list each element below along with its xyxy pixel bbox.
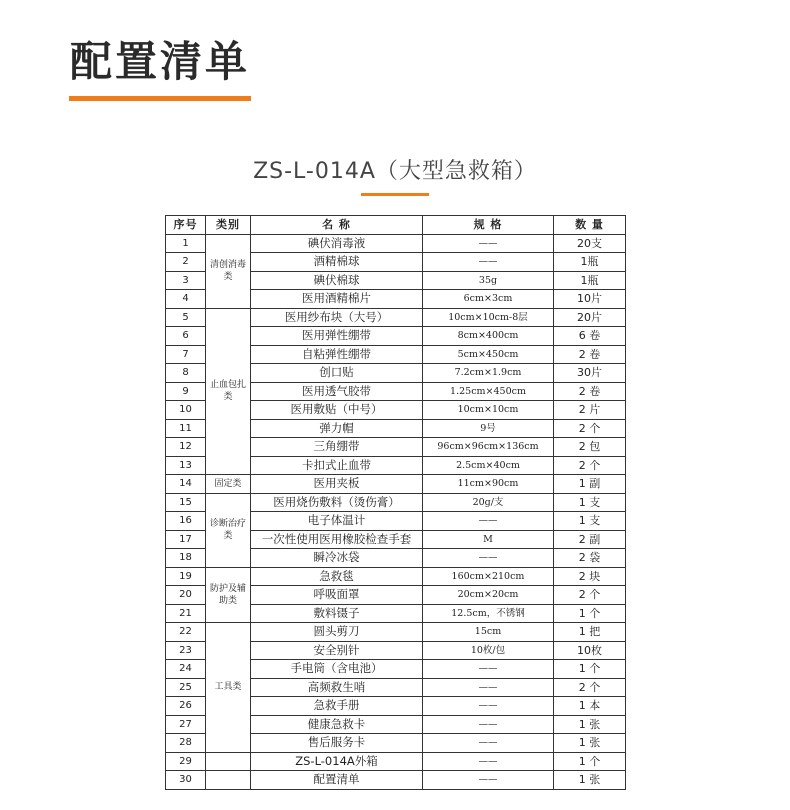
item-spec: 160cm×210cm — [423, 567, 554, 586]
item-quantity: 1 本 — [554, 697, 626, 716]
header-no: 序号 — [166, 216, 206, 235]
table-row — [166, 308, 626, 327]
row-number: 27 — [166, 715, 206, 734]
item-quantity: 1 支 — [554, 493, 626, 512]
item-spec: 20cm×20cm — [423, 586, 554, 605]
item-quantity: 2 片 — [554, 401, 626, 420]
item-quantity: 1 张 — [554, 715, 626, 734]
item-quantity: 2 块 — [554, 567, 626, 586]
row-number: 12 — [166, 438, 206, 457]
item-quantity: 1瓶 — [554, 253, 626, 272]
item-spec: —— — [423, 771, 554, 790]
row-number: 15 — [166, 493, 206, 512]
item-spec: 10cm×10cm — [423, 401, 554, 420]
row-number: 10 — [166, 401, 206, 420]
item-name: 售后服务卡 — [251, 734, 423, 753]
row-number: 5 — [166, 308, 206, 327]
item-spec: M — [423, 530, 554, 549]
category-cell: 防护及辅助类 — [206, 567, 251, 623]
row-number: 13 — [166, 456, 206, 475]
item-name: 安全别针 — [251, 641, 423, 660]
row-number: 23 — [166, 641, 206, 660]
item-name: 碘伏棉球 — [251, 271, 423, 290]
item-name: 急救毯 — [251, 567, 423, 586]
row-number: 20 — [166, 586, 206, 605]
item-name: 医用弹性绷带 — [251, 327, 423, 346]
item-name: 医用敷贴（中号） — [251, 401, 423, 420]
item-name: 高频救生哨 — [251, 678, 423, 697]
item-quantity: 20支 — [554, 234, 626, 253]
item-spec: 96cm×96cm×136cm — [423, 438, 554, 457]
item-name: 酒精棉球 — [251, 253, 423, 272]
item-quantity: 1 张 — [554, 734, 626, 753]
item-name: 瞬冷冰袋 — [251, 549, 423, 568]
item-quantity: 2 个 — [554, 419, 626, 438]
item-spec: 7.2cm×1.9cm — [423, 364, 554, 383]
item-quantity: 1 副 — [554, 475, 626, 494]
table-row — [166, 475, 626, 494]
item-name: 配置清单 — [251, 771, 423, 790]
table-row — [166, 771, 626, 790]
item-spec: 8cm×400cm — [423, 327, 554, 346]
row-number: 4 — [166, 290, 206, 309]
item-name: 卡扣式止血带 — [251, 456, 423, 475]
title-underline — [69, 96, 251, 101]
item-spec: 10cm×10cm-8层 — [423, 308, 554, 327]
item-spec: —— — [423, 253, 554, 272]
item-spec: —— — [423, 697, 554, 716]
row-number: 2 — [166, 253, 206, 272]
row-number: 8 — [166, 364, 206, 383]
row-number: 18 — [166, 549, 206, 568]
row-number: 24 — [166, 660, 206, 679]
row-number: 25 — [166, 678, 206, 697]
item-quantity: 10片 — [554, 290, 626, 309]
row-number: 30 — [166, 771, 206, 790]
item-quantity: 1 张 — [554, 771, 626, 790]
row-number: 21 — [166, 604, 206, 623]
item-quantity: 2 卷 — [554, 382, 626, 401]
table-body — [166, 234, 626, 789]
item-spec: —— — [423, 752, 554, 771]
table-row — [166, 493, 626, 512]
item-name: 三角绷带 — [251, 438, 423, 457]
row-number: 6 — [166, 327, 206, 346]
header-qty: 数 量 — [554, 216, 626, 235]
item-quantity: 2 个 — [554, 678, 626, 697]
item-spec: 35g — [423, 271, 554, 290]
row-number: 9 — [166, 382, 206, 401]
category-cell: 清创消毒类 — [206, 234, 251, 308]
item-spec: —— — [423, 734, 554, 753]
item-spec: 15cm — [423, 623, 554, 642]
item-name: 急救手册 — [251, 697, 423, 716]
item-name: 医用透气胶带 — [251, 382, 423, 401]
item-name: 呼吸面罩 — [251, 586, 423, 605]
item-name: 医用夹板 — [251, 475, 423, 494]
item-quantity: 2 包 — [554, 438, 626, 457]
table-row — [166, 234, 626, 253]
row-number: 26 — [166, 697, 206, 716]
item-spec: 5cm×450cm — [423, 345, 554, 364]
item-spec: —— — [423, 678, 554, 697]
item-name: 医用烧伤敷料（烫伤膏） — [251, 493, 423, 512]
item-name: 医用酒精棉片 — [251, 290, 423, 309]
subtitle-underline — [361, 193, 429, 196]
product-subtitle: ZS-L-014A（大型急救箱） — [253, 159, 537, 184]
configuration-table — [165, 215, 626, 790]
row-number: 17 — [166, 530, 206, 549]
page-title: 配置清单 — [70, 37, 251, 86]
item-quantity: 2 个 — [554, 456, 626, 475]
category-cell: 固定类 — [206, 475, 251, 494]
item-quantity: 1 个 — [554, 752, 626, 771]
category-cell: 诊断治疗类 — [206, 493, 251, 567]
item-quantity: 10枚 — [554, 641, 626, 660]
row-number: 28 — [166, 734, 206, 753]
table-row — [166, 752, 626, 771]
row-number: 7 — [166, 345, 206, 364]
item-spec: —— — [423, 549, 554, 568]
category-cell — [206, 752, 251, 771]
item-spec: 12.5cm，不锈钢 — [423, 604, 554, 623]
row-number: 1 — [166, 234, 206, 253]
item-spec: 1.25cm×450cm — [423, 382, 554, 401]
table-header-row — [166, 216, 626, 235]
item-spec: 20g/支 — [423, 493, 554, 512]
item-spec: —— — [423, 234, 554, 253]
category-cell — [206, 771, 251, 790]
item-name: 碘伏消毒液 — [251, 234, 423, 253]
row-number: 16 — [166, 512, 206, 531]
item-spec: —— — [423, 660, 554, 679]
item-quantity: 1瓶 — [554, 271, 626, 290]
item-spec: 10枚/包 — [423, 641, 554, 660]
row-number: 14 — [166, 475, 206, 494]
item-quantity: 1 个 — [554, 660, 626, 679]
item-name: 健康急救卡 — [251, 715, 423, 734]
header-name: 名 称 — [251, 216, 423, 235]
item-name: 弹力帽 — [251, 419, 423, 438]
item-quantity: 2 个 — [554, 586, 626, 605]
item-quantity: 2 卷 — [554, 345, 626, 364]
item-quantity: 2 袋 — [554, 549, 626, 568]
table-row — [166, 623, 626, 642]
item-name: 创口贴 — [251, 364, 423, 383]
item-quantity: 20片 — [554, 308, 626, 327]
row-number: 3 — [166, 271, 206, 290]
category-cell: 工具类 — [206, 623, 251, 753]
row-number: 22 — [166, 623, 206, 642]
item-name: 自粘弹性绷带 — [251, 345, 423, 364]
header-spec: 规 格 — [423, 216, 554, 235]
item-name: 一次性使用医用橡胶检查手套 — [251, 530, 423, 549]
item-quantity: 6 卷 — [554, 327, 626, 346]
header-category: 类别 — [206, 216, 251, 235]
item-name: ZS-L-014A外箱 — [251, 752, 423, 771]
item-quantity: 1 把 — [554, 623, 626, 642]
category-cell: 止血包扎类 — [206, 308, 251, 475]
item-name: 手电筒（含电池） — [251, 660, 423, 679]
item-name: 圆头剪刀 — [251, 623, 423, 642]
item-spec: 9号 — [423, 419, 554, 438]
item-spec: 6cm×3cm — [423, 290, 554, 309]
item-spec: 2.5cm×40cm — [423, 456, 554, 475]
item-quantity: 2 副 — [554, 530, 626, 549]
item-quantity: 30片 — [554, 364, 626, 383]
row-number: 29 — [166, 752, 206, 771]
item-quantity: 1 支 — [554, 512, 626, 531]
item-spec: 11cm×90cm — [423, 475, 554, 494]
item-name: 医用纱布块（大号） — [251, 308, 423, 327]
item-name: 电子体温计 — [251, 512, 423, 531]
row-number: 19 — [166, 567, 206, 586]
row-number: 11 — [166, 419, 206, 438]
table-row — [166, 567, 626, 586]
item-spec: —— — [423, 512, 554, 531]
item-quantity: 1 个 — [554, 604, 626, 623]
item-name: 敷料镊子 — [251, 604, 423, 623]
item-spec: —— — [423, 715, 554, 734]
